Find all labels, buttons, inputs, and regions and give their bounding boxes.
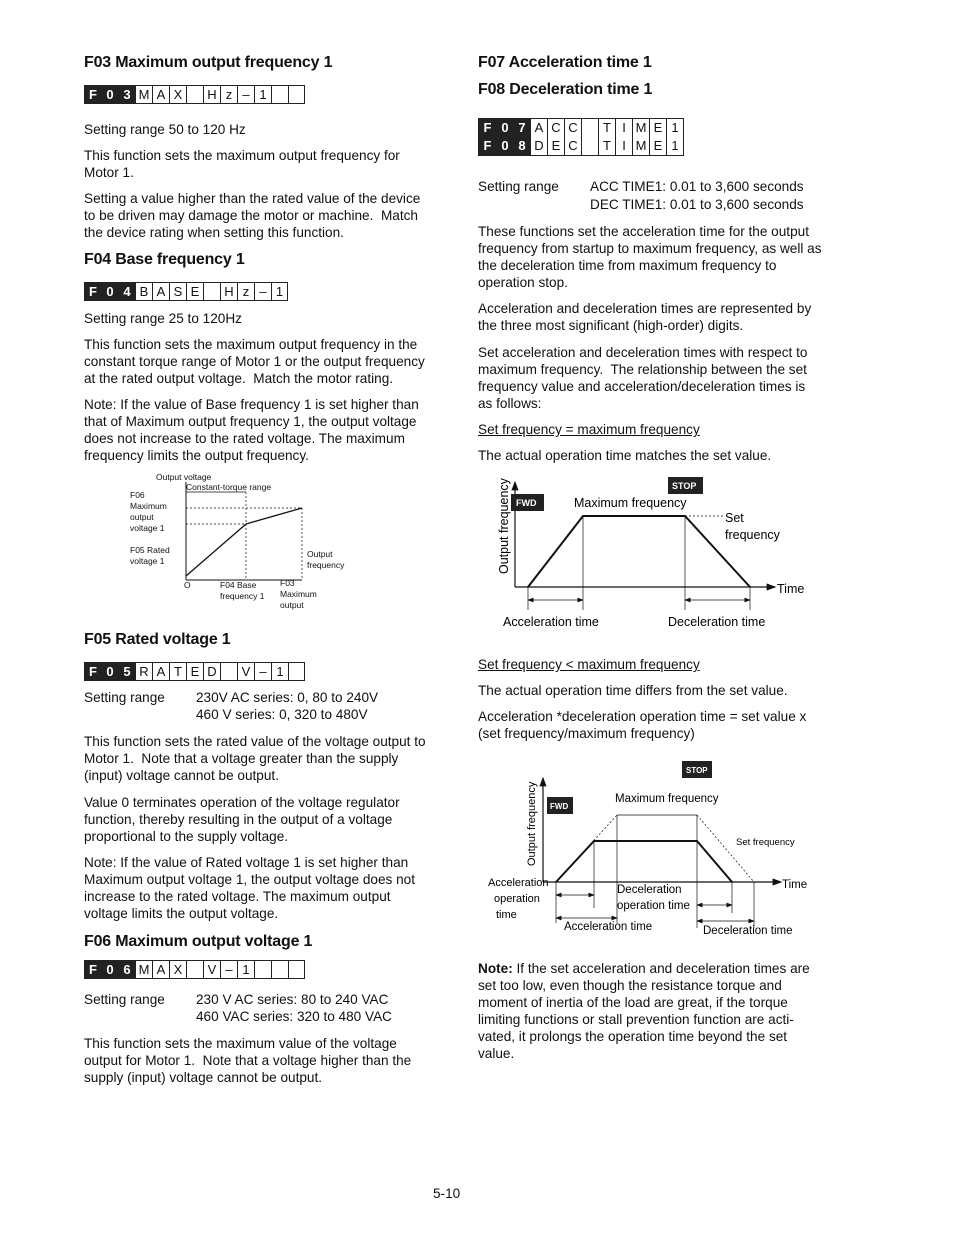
code-cell: I — [615, 119, 632, 137]
code-cell: 1 — [254, 85, 271, 104]
code-cell: M — [135, 85, 152, 104]
vf-f05-desc: voltage 1 — [130, 556, 165, 566]
code-cell: S — [169, 282, 186, 301]
chart1-stop-label: STOP — [672, 481, 697, 491]
f06-code-display — [84, 960, 305, 979]
vf-chart — [120, 468, 360, 616]
f07-f08-code-display — [478, 118, 684, 156]
code-cell — [288, 662, 305, 681]
page-number: 5-10 — [433, 1186, 461, 1201]
code-cell: T — [598, 137, 615, 155]
f05-setting-460: 460 V series: 0, 320 to 480V — [196, 707, 368, 722]
code-cell: E — [186, 282, 203, 301]
f03-warning: Setting a value higher than the rated value of the device to be driven may damage the motor or machine. Match the device rating when setting this function. — [84, 191, 421, 240]
f07-note — [478, 960, 810, 1062]
code-cell: M — [632, 119, 649, 137]
code-cell: 8 — [513, 137, 530, 155]
code-cell: 0 — [101, 85, 118, 104]
code-cell: V — [203, 960, 220, 979]
vf-origin: O — [184, 580, 191, 590]
code-cell — [581, 119, 598, 137]
vf-output-voltage-label: Output voltage — [156, 472, 212, 482]
code-cell: I — [615, 137, 632, 155]
code-cell: – — [237, 85, 254, 104]
code-cell: 7 — [513, 119, 530, 137]
code-cell: D — [530, 137, 547, 155]
code-cell: E — [649, 119, 666, 137]
f05-code-display — [84, 662, 305, 681]
f08-setting-dec: DEC TIME1: 0.01 to 3,600 seconds — [590, 197, 804, 212]
f07-setting-label: Setting range — [478, 179, 559, 194]
chart2-decop-2: operation time — [617, 900, 690, 912]
f07-description: These functions set the acceleration time for the output frequency from startup to maximum frequency, as well as the deceleration time from maximum frequency to operation stop. — [478, 224, 822, 290]
chart2-time-label: Time — [782, 879, 808, 891]
chart2-stop-label: STOP — [686, 766, 708, 775]
code-cell — [288, 85, 305, 104]
code-cell: 0 — [496, 119, 513, 137]
accel-chart-equal — [490, 470, 820, 635]
f08-heading: F08 Deceleration time 1 — [478, 81, 653, 98]
f03-heading: F03 Maximum output frequency 1 — [84, 54, 333, 71]
code-cell: A — [152, 662, 169, 681]
code-cell: – — [220, 960, 237, 979]
code-cell: A — [152, 960, 169, 979]
code-cell: F — [84, 85, 101, 104]
code-cell: V — [237, 662, 254, 681]
code-cell — [581, 137, 598, 155]
vf-f04-label-1: F04 Base — [220, 580, 257, 590]
code-cell: E — [186, 662, 203, 681]
code-cell — [186, 960, 203, 979]
code-cell — [186, 85, 203, 104]
case1-title: Set frequency = maximum frequency — [478, 422, 700, 437]
f05-regulator-note: Value 0 terminates operation of the voltage regulator function, thereby resulting in the output of a voltage proportional to the supply voltage. — [84, 795, 400, 844]
code-cell: 0 — [101, 662, 118, 681]
code-cell — [203, 282, 220, 301]
code-cell: M — [135, 960, 152, 979]
f07-digits-note: Acceleration and deceleration times are represented by the three most significant (high-order) digits. — [478, 301, 812, 333]
case2-title: Set frequency < maximum frequency — [478, 657, 700, 672]
note-label: Note: — [478, 961, 513, 976]
code-cell: 1 — [271, 662, 288, 681]
vf-f03-label-3: output — [280, 600, 304, 610]
f07-setting-acc: ACC TIME1: 0.01 to 3,600 seconds — [590, 179, 804, 194]
code-cell: H — [220, 282, 237, 301]
code-cell: T — [598, 119, 615, 137]
f03-setting-range: Setting range 50 to 120 Hz — [84, 122, 246, 137]
f07-heading: F07 Acceleration time 1 — [478, 54, 652, 71]
vf-f04-label-2: frequency 1 — [220, 591, 265, 601]
code-cell: A — [152, 85, 169, 104]
f03-description: This function sets the maximum output frequency for Motor 1. — [84, 148, 400, 180]
f05-note: Note: If the value of Rated voltage 1 is set higher than Maximum output voltage 1, the output voltage does not increase to the rated voltage. The maximum output voltage limits the output voltage. — [84, 855, 415, 921]
vf-output-frequency-2: frequency — [307, 560, 345, 570]
chart2-dec-label: Deceleration time — [703, 925, 793, 937]
chart1-max-freq: Maximum frequency — [574, 496, 687, 510]
code-cell: C — [564, 137, 581, 155]
code-cell: F — [479, 119, 496, 137]
chart2-ylabel: Output frequency — [526, 781, 538, 866]
code-cell: 0 — [101, 960, 118, 979]
f05-setting-230: 230V AC series: 0, 80 to 240V — [196, 690, 379, 705]
code-cell: E — [649, 137, 666, 155]
chart2-fwd-label: FWD — [550, 802, 569, 811]
code-cell: 1 — [666, 119, 683, 137]
vf-curve-ramp — [186, 524, 246, 576]
chart2-max-decel — [697, 815, 754, 882]
f05-heading: F05 Rated voltage 1 — [84, 631, 231, 648]
code-cell — [271, 960, 288, 979]
f07-relationship: Set acceleration and deceleration times with respect to maximum frequency. The relationship between the set frequency value and acceleration/deceleration times is as follows: — [478, 345, 808, 411]
code-cell: X — [169, 85, 186, 104]
vf-f06-desc-3: voltage 1 — [130, 523, 165, 533]
code-cell — [271, 85, 288, 104]
chart2-acc-label: Acceleration time — [564, 921, 653, 933]
code-cell: M — [632, 137, 649, 155]
f04-setting-range: Setting range 25 to 120Hz — [84, 311, 242, 326]
case2-formula: Acceleration *deceleration operation time = set value x (set frequency/maximum frequency) — [478, 709, 807, 741]
code-cell: 5 — [118, 662, 135, 681]
code-cell: E — [547, 137, 564, 155]
code-cell: F — [84, 282, 101, 301]
chart1-set-freq-1: Set — [725, 511, 744, 525]
chart2-max-freq: Maximum frequency — [615, 793, 719, 805]
chart2-decop-1: Deceleration — [617, 884, 682, 896]
f06-description: This function sets the maximum value of the voltage output for Motor 1. Note that a voltage higher than the supply (input) voltage cannot be output. — [84, 1036, 412, 1085]
f06-setting-460: 460 VAC series: 320 to 480 VAC — [196, 1009, 392, 1024]
code-cell: H — [203, 85, 220, 104]
f06-heading: F06 Maximum output voltage 1 — [84, 933, 313, 950]
code-cell: D — [203, 662, 220, 681]
code-cell: T — [169, 662, 186, 681]
code-cell: F — [84, 662, 101, 681]
code-cell: – — [254, 662, 271, 681]
chart1-time-label: Time — [777, 582, 805, 596]
code-cell: z — [220, 85, 237, 104]
code-cell: 0 — [101, 282, 118, 301]
accel-chart-less — [486, 758, 816, 943]
f05-description: This function sets the rated value of the voltage output to Motor 1. Note that a voltage greater than the supply (input) voltage cannot be output. — [84, 734, 426, 783]
case1-text: The actual operation time matches the set value. — [478, 448, 772, 463]
f04-heading: F04 Base frequency 1 — [84, 251, 245, 268]
chart2-accop-3: time — [496, 909, 517, 921]
code-cell: X — [169, 960, 186, 979]
code-cell: C — [547, 119, 564, 137]
code-cell — [288, 960, 305, 979]
vf-f06-label: F06 — [130, 490, 145, 500]
vf-constant-torque-label: Constant-torque range — [186, 482, 272, 492]
chart1-set-freq-2: frequency — [725, 528, 780, 542]
code-cell: 1 — [666, 137, 683, 155]
f05-setting-label: Setting range — [84, 690, 165, 705]
vf-f06-desc-1: Maximum — [130, 501, 167, 511]
chart2-accop-1: Acceleration — [488, 877, 549, 889]
code-cell: – — [254, 282, 271, 301]
chart1-acc-label: Acceleration time — [503, 615, 599, 629]
vf-f03-label-2: Maximum — [280, 589, 317, 599]
code-cell — [254, 960, 271, 979]
vf-f03-label-1: F03 — [280, 578, 295, 588]
vf-f06-desc-2: output — [130, 512, 154, 522]
code-cell — [220, 662, 237, 681]
f04-code-display — [84, 282, 288, 301]
chart1-fwd-label: FWD — [516, 498, 537, 508]
code-cell: F — [84, 960, 101, 979]
vf-curve-flat — [246, 508, 302, 524]
code-cell: B — [135, 282, 152, 301]
chart2-accop-2: operation — [494, 893, 540, 905]
code-cell: A — [152, 282, 169, 301]
f03-code-display — [84, 85, 305, 104]
code-row — [479, 137, 683, 155]
f04-note: Note: If the value of Base frequency 1 is set higher than that of Maximum output frequency 1, the output voltage does not increase to the rated voltage. The maximum frequency limits the output frequency. — [84, 397, 419, 463]
code-cell: R — [135, 662, 152, 681]
code-row — [479, 119, 683, 137]
chart1-curve — [528, 516, 750, 587]
f06-setting-230: 230 V AC series: 80 to 240 VAC — [196, 992, 389, 1007]
note-text: If the set acceleration and deceleration times are set too low, even though the resistance torque and moment of inertia of the load are great, if the torque limiting functions or stall prevention function are acti- vated, it prolongs the operation time beyond the set value. — [478, 961, 810, 1061]
code-cell: 1 — [271, 282, 288, 301]
code-cell: 0 — [496, 137, 513, 155]
case2-text: The actual operation time differs from the set value. — [478, 683, 788, 698]
code-cell: 4 — [118, 282, 135, 301]
code-cell: F — [479, 137, 496, 155]
code-cell: 6 — [118, 960, 135, 979]
f06-setting-label: Setting range — [84, 992, 165, 1007]
chart2-set-freq: Set frequency — [736, 837, 795, 848]
code-cell: C — [564, 119, 581, 137]
f04-description: This function sets the maximum output frequency in the constant torque range of Motor 1 or the output frequency at the rated output voltage. Match the motor rating. — [84, 337, 425, 386]
code-cell: A — [530, 119, 547, 137]
code-cell: 1 — [237, 960, 254, 979]
code-cell: z — [237, 282, 254, 301]
chart1-ylabel: Output frequency — [497, 478, 511, 574]
chart1-dec-label: Deceleration time — [668, 615, 766, 629]
vf-f05-label: F05 Rated — [130, 545, 170, 555]
code-cell: 3 — [118, 85, 135, 104]
chart2-curve — [556, 841, 732, 882]
vf-output-frequency-1: Output — [307, 549, 333, 559]
